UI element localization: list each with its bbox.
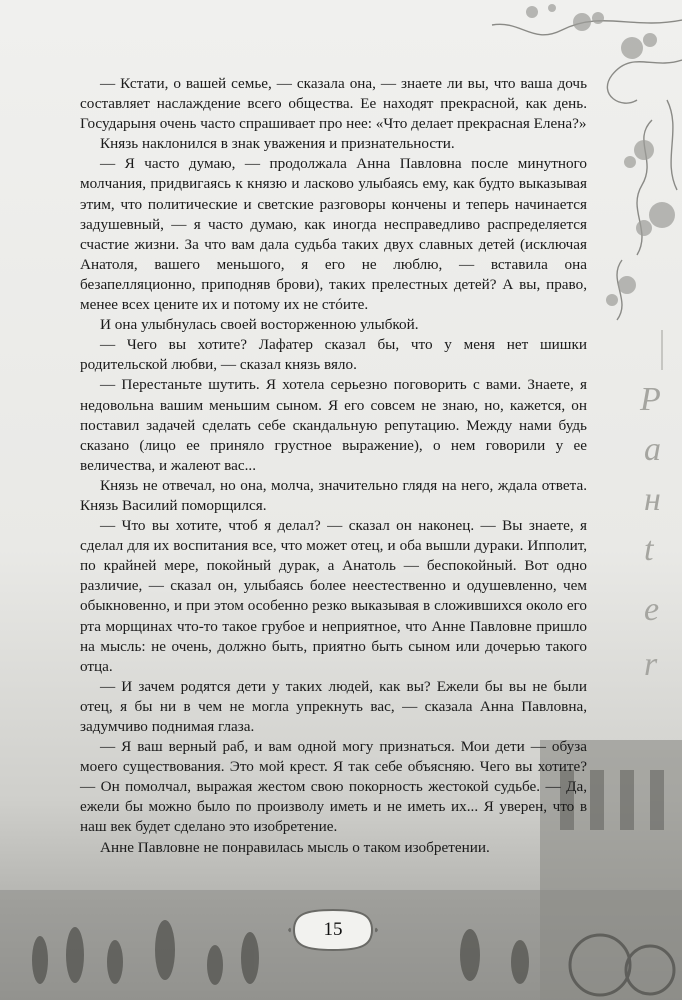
svg-text:н: н — [644, 481, 661, 518]
svg-text:e: e — [644, 591, 660, 628]
paragraph: — Перестаньте шутить. Я хотела серьезно поговорить с вами. Знаете, я недовольна вашим меньшим сыном. Я его совсем не знаю, но, кажется, он поставил задачей сделать себе скандальную репутацию. Между нами будь сказано (лицо ее приняло грустное выражение), о нем говорили у ее величества, и жалеют вас... — [80, 376, 587, 474]
paragraph: — Что вы хотите, чтоб я делал? — сказал он наконец. — Вы знаете, я сделал для их воспитания все, что может отец, и оба вышли дураки. Ипполит, по крайней мере, покойный дурак, а Анатоль — беспокойный. Вот одно различие, — сказал он, улыбаясь более неестественно и одушевленно, чем обыкновенно, и при этом особенно резко выказывая в сложившихся около его рта морщинах что-то такое грубое и неприятное, что Анне Павловне пришло на мысль: не очень, должно быть, приятно быть сыном или дочерью такого отца. — [80, 517, 587, 675]
paragraph: — И зачем родятся дети у таких людей, как вы? Ежели бы вы не были отец, я бы ни в чем не могла упрекнуть вас, — сказала Анна Павловна, задумчиво поднимая глаза. — [80, 677, 587, 735]
body-text — [80, 74, 587, 858]
svg-text:P: P — [640, 381, 661, 418]
paragraph: — Я ваш верный раб, и вам одной могу признаться. Мои дети — обуза моего существования. Это мой крест. Я так себе объясняю. Чего вы хотите? — Он помолчал, выражая жестом свою покорность жестокой судьбе. — Да, ежели бы можно было по произволу иметь и не иметь их... Я уверен, что в наш век будет сделано это изобретение. — [80, 738, 587, 836]
paragraph: Князь наклонился в знак уважения и признательности. — [100, 135, 455, 153]
svg-text:r: r — [644, 646, 658, 683]
svg-text:a: a — [644, 431, 661, 468]
paragraph: Князь не отвечал, но она, молча, значительно глядя на него, ждала ответа. Князь Василий поморщился. — [80, 476, 587, 514]
svg-text:t: t — [644, 531, 654, 568]
paragraph: — Чего вы хотите? Лафатер сказал бы, что у меня нет шишки родительской любви, — сказал князь вяло. — [80, 336, 587, 374]
paragraph: Анне Павловне не понравилась мысль о таком изобретении. — [100, 838, 490, 856]
paragraph: И она улыбнулась своей восторженною улыбкой. — [100, 316, 419, 334]
paragraph: — Я часто думаю, — продолжала Анна Павловна после минутного молчания, придвигаясь к князю и ласково улыбаясь ему, как будто выказывая этим, что политические и светские разговоры кончены и теперь начинается задушевный, — я часто думаю, как иногда несправедливо распределяется счастие жизни. За что вам дала судьба таких двух славных детей (исключая Анатоля, вашего меньшого, я его не люблю, — вставила она безапелляционно, приподняв брови), таких прелестных детей? А вы, право, менее всех цените их и потому их не стóите. — [80, 155, 587, 314]
paragraph: — Кстати, о вашей семье, — сказала она, — знаете ли вы, что ваша дочь составляет наслаждение всего общества. Ее находят прекрасной, как день. Государыня очень часто спрашивает про нее: «Что делает прекрасная Елена?» — [80, 75, 587, 133]
page-number: 15 — [323, 919, 343, 940]
